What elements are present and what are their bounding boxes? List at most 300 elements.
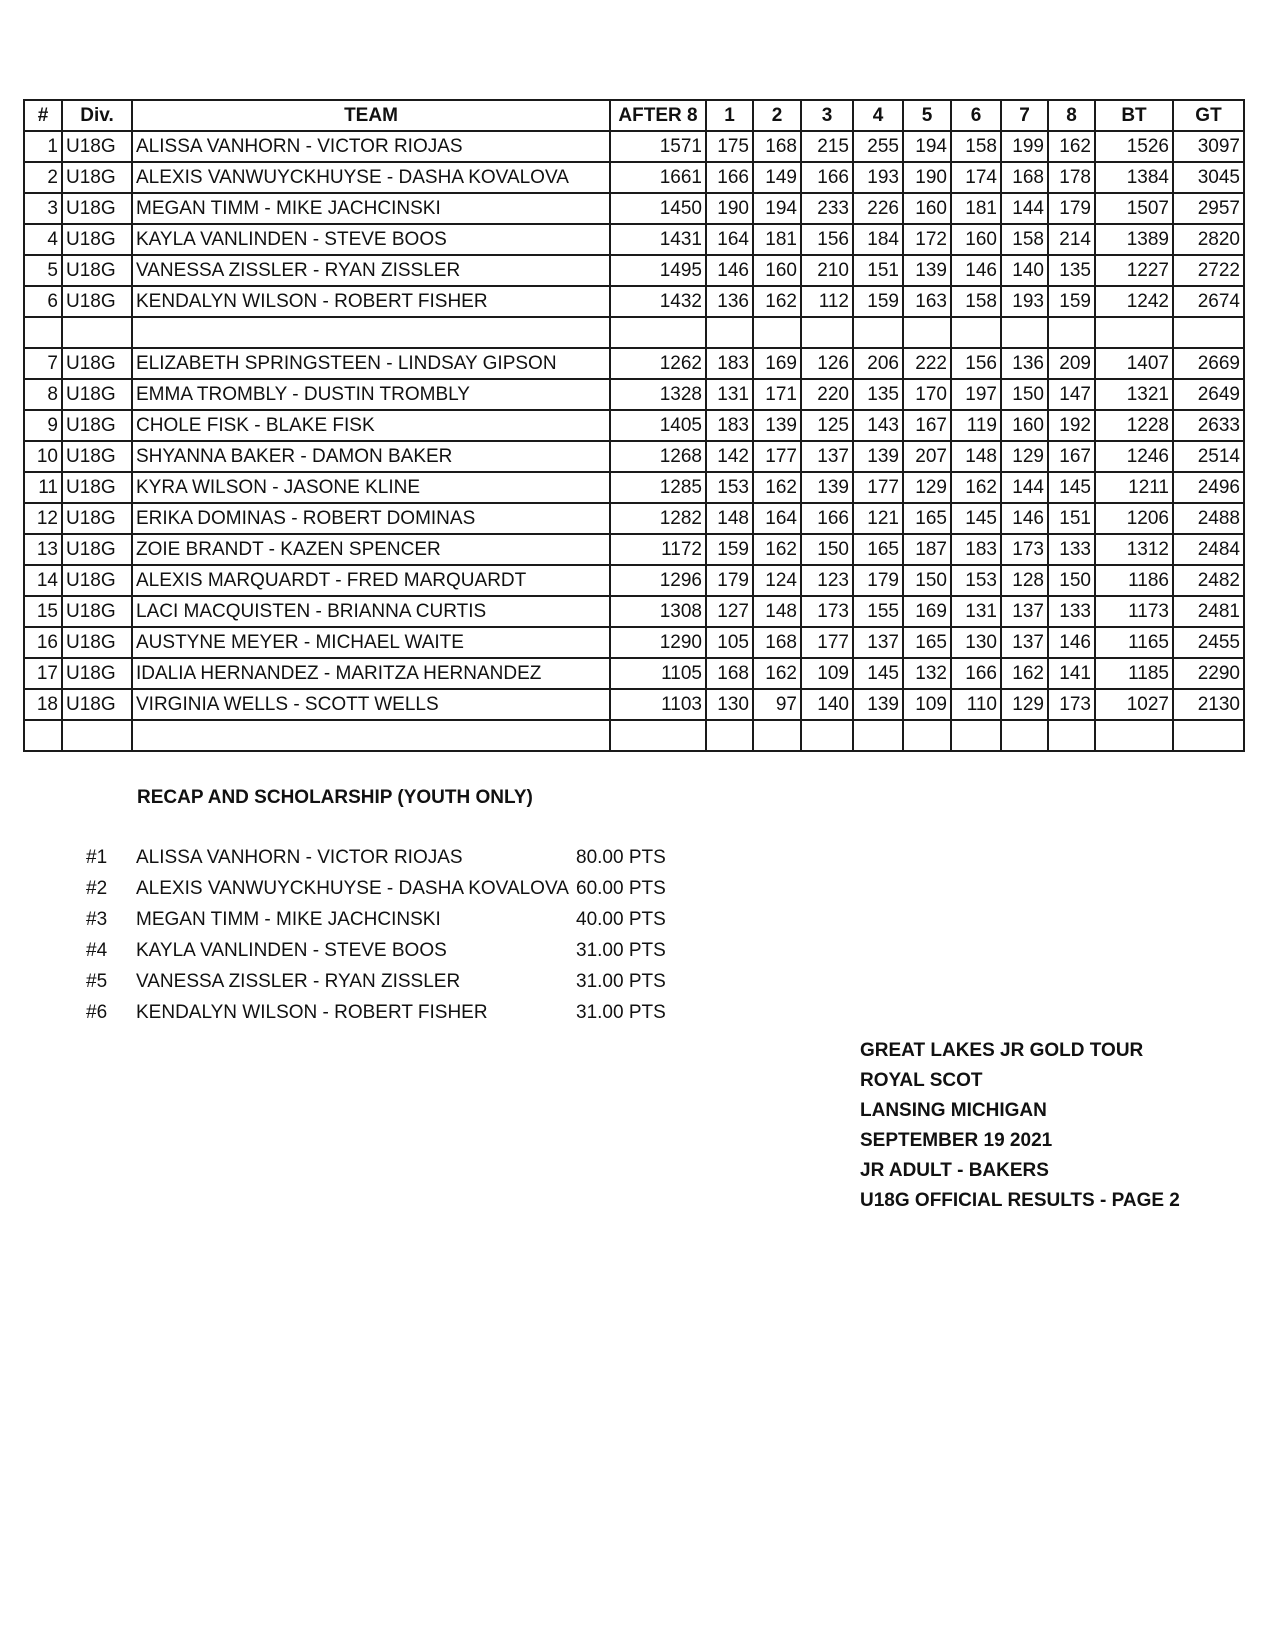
cell-game-4 xyxy=(853,317,903,348)
cell-division: U18G xyxy=(62,162,132,193)
cell-game-5: 190 xyxy=(903,162,951,193)
cell-gt: 2130 xyxy=(1173,689,1244,720)
cell-bt: 1186 xyxy=(1095,565,1173,596)
table-row xyxy=(24,162,1244,193)
cell-after-8: 1328 xyxy=(610,379,706,410)
cell-game-7 xyxy=(1001,317,1048,348)
cell-division: U18G xyxy=(62,689,132,720)
cell-after-8: 1262 xyxy=(610,348,706,379)
column-header-rank: # xyxy=(24,100,62,131)
cell-game-4: 155 xyxy=(853,596,903,627)
event-info-line: SEPTEMBER 19 2021 xyxy=(860,1130,1053,1151)
cell-gt: 2820 xyxy=(1173,224,1244,255)
cell-gt: 2484 xyxy=(1173,534,1244,565)
cell-game-3: 126 xyxy=(801,348,853,379)
cell-bt xyxy=(1095,720,1173,751)
cell-game-3: 177 xyxy=(801,627,853,658)
cell-rank: 16 xyxy=(24,627,62,658)
cell-gt xyxy=(1173,317,1244,348)
cell-game-1: 127 xyxy=(706,596,753,627)
cell-rank: 1 xyxy=(24,131,62,162)
cell-game-5: 194 xyxy=(903,131,951,162)
cell-game-2: 171 xyxy=(753,379,801,410)
table-row xyxy=(24,286,1244,317)
cell-rank: 8 xyxy=(24,379,62,410)
cell-game-7: 199 xyxy=(1001,131,1048,162)
cell-game-1: 183 xyxy=(706,348,753,379)
cell-game-4: 193 xyxy=(853,162,903,193)
cell-game-6 xyxy=(951,720,1001,751)
cell-game-5: 172 xyxy=(903,224,951,255)
cell-bt: 1312 xyxy=(1095,534,1173,565)
cell-game-2: 162 xyxy=(753,286,801,317)
cell-game-7: 173 xyxy=(1001,534,1048,565)
cell-game-2: 162 xyxy=(753,534,801,565)
recap-rank: #6 xyxy=(86,1002,108,1023)
cell-after-8: 1105 xyxy=(610,658,706,689)
cell-division: U18G xyxy=(62,472,132,503)
cell-game-5 xyxy=(903,720,951,751)
cell-gt: 2496 xyxy=(1173,472,1244,503)
event-info-line: U18G OFFICIAL RESULTS - PAGE 2 xyxy=(860,1190,1180,1211)
cell-after-8: 1432 xyxy=(610,286,706,317)
cell-game-6: 119 xyxy=(951,410,1001,441)
cell-division: U18G xyxy=(62,565,132,596)
cell-game-8 xyxy=(1048,720,1095,751)
cell-team: IDALIA HERNANDEZ - MARITZA HERNANDEZ xyxy=(132,658,610,689)
table-body xyxy=(24,131,1244,751)
cell-game-8: 151 xyxy=(1048,503,1095,534)
cell-game-6: 183 xyxy=(951,534,1001,565)
cell-gt: 2722 xyxy=(1173,255,1244,286)
cell-game-2: 148 xyxy=(753,596,801,627)
cell-gt: 2455 xyxy=(1173,627,1244,658)
cell-game-5 xyxy=(903,317,951,348)
column-header-after-8: AFTER 8 xyxy=(610,100,706,131)
table-row xyxy=(24,689,1244,720)
cell-game-6: 166 xyxy=(951,658,1001,689)
table-row xyxy=(24,441,1244,472)
cell-game-2 xyxy=(753,317,801,348)
cell-team: ELIZABETH SPRINGSTEEN - LINDSAY GIPSON xyxy=(132,348,610,379)
cell-game-1: 105 xyxy=(706,627,753,658)
cell-team: ALISSA VANHORN - VICTOR RIOJAS xyxy=(132,131,610,162)
recap-rank: #1 xyxy=(86,847,108,868)
cell-rank xyxy=(24,317,62,348)
cell-game-4: 139 xyxy=(853,441,903,472)
cell-game-5: 132 xyxy=(903,658,951,689)
cell-gt: 2674 xyxy=(1173,286,1244,317)
event-info-line: GREAT LAKES JR GOLD TOUR xyxy=(860,1040,1144,1061)
cell-game-5: 165 xyxy=(903,627,951,658)
cell-game-3: 210 xyxy=(801,255,853,286)
cell-game-5: 109 xyxy=(903,689,951,720)
table-row xyxy=(24,348,1244,379)
cell-game-3: 112 xyxy=(801,286,853,317)
cell-game-4: 206 xyxy=(853,348,903,379)
cell-game-4: 137 xyxy=(853,627,903,658)
recap-pts: 31.00 PTS xyxy=(576,971,666,992)
cell-game-6: 158 xyxy=(951,131,1001,162)
cell-division: U18G xyxy=(62,131,132,162)
cell-bt: 1246 xyxy=(1095,441,1173,472)
recap-team: VANESSA ZISSLER - RYAN ZISSLER xyxy=(136,971,461,992)
cell-game-3: 215 xyxy=(801,131,853,162)
cell-bt: 1242 xyxy=(1095,286,1173,317)
cell-game-2: 124 xyxy=(753,565,801,596)
table-row xyxy=(24,379,1244,410)
cell-game-1: 153 xyxy=(706,472,753,503)
cell-game-2: 177 xyxy=(753,441,801,472)
cell-rank: 10 xyxy=(24,441,62,472)
recap-team: KAYLA VANLINDEN - STEVE BOOS xyxy=(136,940,447,961)
cell-team: VANESSA ZISSLER - RYAN ZISSLER xyxy=(132,255,610,286)
cell-game-7: 162 xyxy=(1001,658,1048,689)
cell-game-2: 168 xyxy=(753,131,801,162)
cell-division xyxy=(62,317,132,348)
cell-game-2: 164 xyxy=(753,503,801,534)
cell-game-8: 167 xyxy=(1048,441,1095,472)
cell-game-8: 133 xyxy=(1048,534,1095,565)
cell-game-7: 144 xyxy=(1001,193,1048,224)
recap-pts: 80.00 PTS xyxy=(576,847,666,868)
cell-game-8: 141 xyxy=(1048,658,1095,689)
cell-game-3: 166 xyxy=(801,503,853,534)
cell-game-6: 174 xyxy=(951,162,1001,193)
cell-game-4: 151 xyxy=(853,255,903,286)
cell-game-7: 160 xyxy=(1001,410,1048,441)
cell-game-5: 169 xyxy=(903,596,951,627)
cell-after-8: 1103 xyxy=(610,689,706,720)
cell-game-7: 158 xyxy=(1001,224,1048,255)
cell-team: ALEXIS VANWUYCKHUYSE - DASHA KOVALOVA xyxy=(132,162,610,193)
cell-gt: 2957 xyxy=(1173,193,1244,224)
cell-bt: 1507 xyxy=(1095,193,1173,224)
cell-after-8: 1172 xyxy=(610,534,706,565)
cell-game-8: 178 xyxy=(1048,162,1095,193)
cell-game-8: 147 xyxy=(1048,379,1095,410)
cell-team xyxy=(132,317,610,348)
cell-rank: 18 xyxy=(24,689,62,720)
cell-division: U18G xyxy=(62,224,132,255)
table-row xyxy=(24,565,1244,596)
cell-team: MEGAN TIMM - MIKE JACHCINSKI xyxy=(132,193,610,224)
cell-game-7: 140 xyxy=(1001,255,1048,286)
cell-game-6: 162 xyxy=(951,472,1001,503)
recap-title: RECAP AND SCHOLARSHIP (YOUTH ONLY) xyxy=(137,787,533,808)
cell-game-2: 181 xyxy=(753,224,801,255)
cell-game-6: 148 xyxy=(951,441,1001,472)
cell-game-3: 233 xyxy=(801,193,853,224)
cell-after-8: 1308 xyxy=(610,596,706,627)
cell-game-4: 177 xyxy=(853,472,903,503)
cell-after-8: 1495 xyxy=(610,255,706,286)
cell-bt: 1228 xyxy=(1095,410,1173,441)
cell-game-8: 192 xyxy=(1048,410,1095,441)
cell-game-7: 146 xyxy=(1001,503,1048,534)
event-info-line: JR ADULT - BAKERS xyxy=(860,1160,1049,1181)
cell-game-6: 110 xyxy=(951,689,1001,720)
cell-game-3: 125 xyxy=(801,410,853,441)
cell-gt: 3097 xyxy=(1173,131,1244,162)
results-table xyxy=(23,99,1245,752)
cell-game-2: 162 xyxy=(753,658,801,689)
cell-bt xyxy=(1095,317,1173,348)
blank-row xyxy=(24,317,1244,348)
table-row xyxy=(24,627,1244,658)
cell-game-7: 128 xyxy=(1001,565,1048,596)
cell-game-7: 137 xyxy=(1001,627,1048,658)
cell-rank: 12 xyxy=(24,503,62,534)
cell-gt xyxy=(1173,720,1244,751)
cell-game-6: 160 xyxy=(951,224,1001,255)
cell-game-7: 129 xyxy=(1001,689,1048,720)
table-row xyxy=(24,255,1244,286)
cell-game-8: 173 xyxy=(1048,689,1095,720)
cell-division: U18G xyxy=(62,410,132,441)
cell-game-3 xyxy=(801,720,853,751)
cell-team: EMMA TROMBLY - DUSTIN TROMBLY xyxy=(132,379,610,410)
cell-game-8: 135 xyxy=(1048,255,1095,286)
cell-bt: 1185 xyxy=(1095,658,1173,689)
cell-after-8: 1571 xyxy=(610,131,706,162)
column-header-game-4: 4 xyxy=(853,100,903,131)
cell-rank: 11 xyxy=(24,472,62,503)
cell-game-8: 162 xyxy=(1048,131,1095,162)
cell-after-8: 1431 xyxy=(610,224,706,255)
cell-after-8: 1661 xyxy=(610,162,706,193)
cell-team: ERIKA DOMINAS - ROBERT DOMINAS xyxy=(132,503,610,534)
cell-game-2: 162 xyxy=(753,472,801,503)
table-row xyxy=(24,658,1244,689)
table-row xyxy=(24,131,1244,162)
cell-game-4: 139 xyxy=(853,689,903,720)
cell-game-3: 109 xyxy=(801,658,853,689)
cell-game-4: 184 xyxy=(853,224,903,255)
cell-game-4: 226 xyxy=(853,193,903,224)
cell-team: ZOIE BRANDT - KAZEN SPENCER xyxy=(132,534,610,565)
cell-team: LACI MACQUISTEN - BRIANNA CURTIS xyxy=(132,596,610,627)
cell-bt: 1173 xyxy=(1095,596,1173,627)
cell-after-8: 1405 xyxy=(610,410,706,441)
cell-gt: 2481 xyxy=(1173,596,1244,627)
cell-game-2: 139 xyxy=(753,410,801,441)
table-row xyxy=(24,193,1244,224)
cell-game-5: 187 xyxy=(903,534,951,565)
cell-division: U18G xyxy=(62,193,132,224)
table-row xyxy=(24,596,1244,627)
cell-game-5: 139 xyxy=(903,255,951,286)
cell-division: U18G xyxy=(62,534,132,565)
cell-game-8: 159 xyxy=(1048,286,1095,317)
cell-game-4 xyxy=(853,720,903,751)
cell-division: U18G xyxy=(62,255,132,286)
cell-game-7: 193 xyxy=(1001,286,1048,317)
cell-game-6: 197 xyxy=(951,379,1001,410)
column-header-game-8: 8 xyxy=(1048,100,1095,131)
cell-game-3: 166 xyxy=(801,162,853,193)
cell-game-7: 150 xyxy=(1001,379,1048,410)
cell-game-8: 214 xyxy=(1048,224,1095,255)
cell-team: CHOLE FISK - BLAKE FISK xyxy=(132,410,610,441)
cell-bt: 1526 xyxy=(1095,131,1173,162)
cell-game-1 xyxy=(706,317,753,348)
cell-game-1: 190 xyxy=(706,193,753,224)
cell-rank: 2 xyxy=(24,162,62,193)
cell-game-6 xyxy=(951,317,1001,348)
cell-game-1: 159 xyxy=(706,534,753,565)
cell-rank: 6 xyxy=(24,286,62,317)
cell-game-4: 179 xyxy=(853,565,903,596)
cell-bt: 1407 xyxy=(1095,348,1173,379)
cell-rank: 15 xyxy=(24,596,62,627)
column-header-division: Div. xyxy=(62,100,132,131)
cell-game-2 xyxy=(753,720,801,751)
column-header-game-2: 2 xyxy=(753,100,801,131)
cell-after-8: 1282 xyxy=(610,503,706,534)
cell-gt: 3045 xyxy=(1173,162,1244,193)
cell-game-8: 209 xyxy=(1048,348,1095,379)
column-header-game-5: 5 xyxy=(903,100,951,131)
cell-game-5: 129 xyxy=(903,472,951,503)
table-row xyxy=(24,534,1244,565)
cell-game-7: 137 xyxy=(1001,596,1048,627)
cell-game-4: 165 xyxy=(853,534,903,565)
cell-after-8: 1268 xyxy=(610,441,706,472)
cell-rank: 9 xyxy=(24,410,62,441)
recap-team: ALEXIS VANWUYCKHUYSE - DASHA KOVALOVA xyxy=(136,878,569,899)
cell-game-2: 169 xyxy=(753,348,801,379)
cell-team: SHYANNA BAKER - DAMON BAKER xyxy=(132,441,610,472)
cell-division: U18G xyxy=(62,658,132,689)
cell-game-6: 156 xyxy=(951,348,1001,379)
cell-game-8: 179 xyxy=(1048,193,1095,224)
recap-pts: 60.00 PTS xyxy=(576,878,666,899)
cell-game-1: 146 xyxy=(706,255,753,286)
cell-division: U18G xyxy=(62,627,132,658)
cell-game-8: 146 xyxy=(1048,627,1095,658)
cell-rank xyxy=(24,720,62,751)
cell-gt: 2488 xyxy=(1173,503,1244,534)
cell-after-8: 1290 xyxy=(610,627,706,658)
cell-game-5: 207 xyxy=(903,441,951,472)
cell-bt: 1321 xyxy=(1095,379,1173,410)
cell-game-3: 150 xyxy=(801,534,853,565)
blank-row xyxy=(24,720,1244,751)
cell-game-7: 168 xyxy=(1001,162,1048,193)
table-row xyxy=(24,503,1244,534)
column-header-game-3: 3 xyxy=(801,100,853,131)
cell-rank: 14 xyxy=(24,565,62,596)
cell-division: U18G xyxy=(62,503,132,534)
cell-game-1: 164 xyxy=(706,224,753,255)
cell-game-1: 179 xyxy=(706,565,753,596)
table-row xyxy=(24,224,1244,255)
cell-game-1: 136 xyxy=(706,286,753,317)
cell-game-8: 145 xyxy=(1048,472,1095,503)
cell-game-4: 143 xyxy=(853,410,903,441)
cell-bt: 1027 xyxy=(1095,689,1173,720)
cell-game-4: 121 xyxy=(853,503,903,534)
recap-rank: #4 xyxy=(86,940,108,961)
cell-game-1 xyxy=(706,720,753,751)
cell-game-2: 194 xyxy=(753,193,801,224)
cell-game-2: 149 xyxy=(753,162,801,193)
cell-bt: 1389 xyxy=(1095,224,1173,255)
recap-rank: #5 xyxy=(86,971,108,992)
cell-game-8: 133 xyxy=(1048,596,1095,627)
cell-game-2: 97 xyxy=(753,689,801,720)
cell-game-1: 166 xyxy=(706,162,753,193)
cell-rank: 17 xyxy=(24,658,62,689)
recap-pts: 31.00 PTS xyxy=(576,940,666,961)
column-header-game-6: 6 xyxy=(951,100,1001,131)
cell-rank: 3 xyxy=(24,193,62,224)
cell-game-6: 181 xyxy=(951,193,1001,224)
recap-rank: #2 xyxy=(86,878,108,899)
cell-bt: 1211 xyxy=(1095,472,1173,503)
cell-game-5: 222 xyxy=(903,348,951,379)
cell-game-6: 158 xyxy=(951,286,1001,317)
cell-game-2: 168 xyxy=(753,627,801,658)
cell-division: U18G xyxy=(62,379,132,410)
cell-division: U18G xyxy=(62,441,132,472)
recap-rank: #3 xyxy=(86,909,108,930)
event-info-block xyxy=(860,1036,1180,1216)
cell-game-5: 160 xyxy=(903,193,951,224)
cell-division: U18G xyxy=(62,596,132,627)
cell-game-3: 123 xyxy=(801,565,853,596)
cell-game-1: 183 xyxy=(706,410,753,441)
cell-game-4: 135 xyxy=(853,379,903,410)
cell-team: AUSTYNE MEYER - MICHAEL WAITE xyxy=(132,627,610,658)
cell-game-4: 255 xyxy=(853,131,903,162)
cell-team: VIRGINIA WELLS - SCOTT WELLS xyxy=(132,689,610,720)
cell-team: ALEXIS MARQUARDT - FRED MARQUARDT xyxy=(132,565,610,596)
cell-game-1: 142 xyxy=(706,441,753,472)
cell-rank: 4 xyxy=(24,224,62,255)
cell-bt: 1206 xyxy=(1095,503,1173,534)
cell-team: KAYLA VANLINDEN - STEVE BOOS xyxy=(132,224,610,255)
cell-game-7: 136 xyxy=(1001,348,1048,379)
cell-after-8: 1296 xyxy=(610,565,706,596)
cell-game-3 xyxy=(801,317,853,348)
cell-gt: 2514 xyxy=(1173,441,1244,472)
column-header-bt: BT xyxy=(1095,100,1173,131)
cell-game-8: 150 xyxy=(1048,565,1095,596)
cell-division: U18G xyxy=(62,286,132,317)
cell-game-5: 150 xyxy=(903,565,951,596)
column-header-team: TEAM xyxy=(132,100,610,131)
cell-game-5: 170 xyxy=(903,379,951,410)
cell-team xyxy=(132,720,610,751)
cell-game-3: 137 xyxy=(801,441,853,472)
cell-game-3: 139 xyxy=(801,472,853,503)
cell-game-8 xyxy=(1048,317,1095,348)
cell-game-1: 175 xyxy=(706,131,753,162)
cell-gt: 2669 xyxy=(1173,348,1244,379)
cell-game-4: 145 xyxy=(853,658,903,689)
cell-game-4: 159 xyxy=(853,286,903,317)
cell-team: KENDALYN WILSON - ROBERT FISHER xyxy=(132,286,610,317)
cell-game-1: 148 xyxy=(706,503,753,534)
cell-game-5: 167 xyxy=(903,410,951,441)
cell-rank: 5 xyxy=(24,255,62,286)
cell-game-6: 131 xyxy=(951,596,1001,627)
cell-game-3: 140 xyxy=(801,689,853,720)
table-row xyxy=(24,472,1244,503)
cell-game-6: 146 xyxy=(951,255,1001,286)
